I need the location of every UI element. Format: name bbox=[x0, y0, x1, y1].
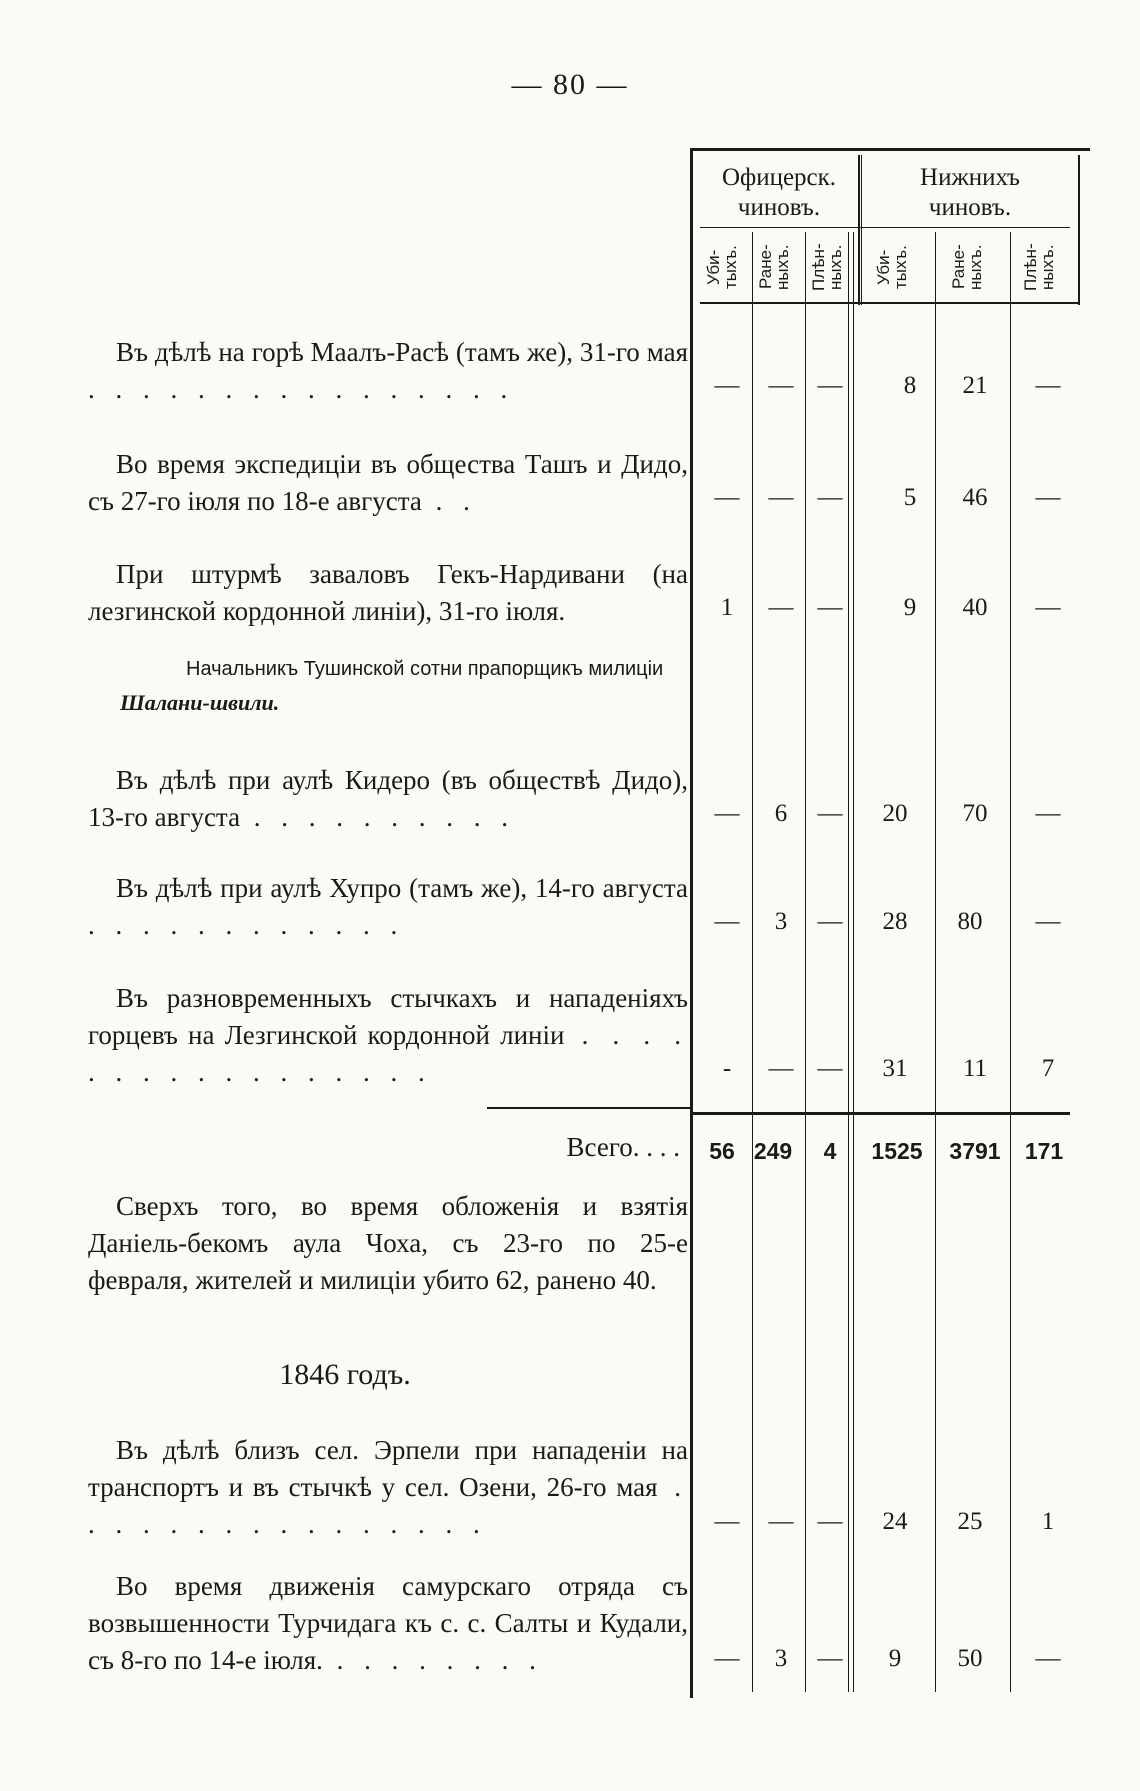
cell: 46 bbox=[962, 484, 988, 511]
cell: 21 bbox=[962, 372, 988, 399]
cell: 11 bbox=[962, 1055, 988, 1082]
header-officers-captured: Плѣн-ныхъ. bbox=[809, 243, 845, 291]
cell: 50 bbox=[957, 1645, 983, 1672]
header-lower-ranks: Нижнихъ чиновъ. bbox=[920, 164, 1020, 221]
cell: 25 bbox=[957, 1508, 983, 1535]
cell: — bbox=[817, 594, 843, 621]
cell: — bbox=[714, 1508, 740, 1535]
cell: — bbox=[1035, 484, 1061, 511]
entry-text: Въ разновременныхъ стычкахъ и нападеніяхъ горцевъ на Лезгинской кордонной линіи . . . . . . . . . . . . . . . . . bbox=[88, 983, 688, 1087]
page-number: — 80 — bbox=[511, 68, 629, 101]
table-top-rule bbox=[690, 148, 1090, 151]
column-divider bbox=[1010, 232, 1011, 1692]
entry-text: Въ дѣлѣ при аулѣ Хупро (тамъ же), 14-го августа . . . . . . . . . . . . bbox=[88, 873, 688, 940]
note-name: Шалани-швили. bbox=[120, 690, 280, 715]
entry-text: При штурмѣ заваловъ Гекъ-Нардивани (на лезгинской кордонной линіи), 31-го іюля. bbox=[88, 559, 688, 626]
cell: — bbox=[817, 800, 843, 827]
cell: — bbox=[768, 484, 794, 511]
cell: 1 bbox=[1041, 1508, 1055, 1535]
entry-text: Во время экспедиціи въ общества Ташъ и Дидо, съ 27-го іюля по 18-е августа . . bbox=[88, 449, 688, 516]
cell: 70 bbox=[962, 800, 988, 827]
cell: 5 bbox=[903, 484, 917, 511]
header-ranks-captured: Плѣн-ныхъ. bbox=[1021, 243, 1057, 291]
cell: — bbox=[768, 372, 794, 399]
column-divider bbox=[853, 232, 854, 1692]
cell: — bbox=[817, 908, 843, 935]
total-cell: 249 bbox=[753, 1138, 793, 1164]
cell: — bbox=[768, 1508, 794, 1535]
cell: 9 bbox=[903, 594, 917, 621]
column-divider bbox=[935, 232, 936, 1692]
cell: — bbox=[1035, 800, 1061, 827]
cell: - bbox=[722, 1055, 732, 1082]
cell: — bbox=[1035, 908, 1061, 935]
table-left-rule bbox=[690, 148, 693, 1698]
cell: 1 bbox=[720, 594, 734, 621]
note: Начальникъ Тушинской сотни прапорщикъ милиціи Шалани-швили. bbox=[120, 658, 664, 715]
cell: 24 bbox=[882, 1508, 908, 1535]
entry-text: Во время движенія самурскаго отряда съ возвышенности Турчидага къ с. с. Салты и Кудали, съ 8-го по 14-е іюля. . . . . . . . . bbox=[88, 1571, 688, 1675]
column-divider bbox=[858, 155, 860, 305]
total-cell: 56 bbox=[709, 1138, 735, 1164]
year-heading: 1846 годъ. bbox=[279, 1358, 411, 1391]
header-officers-killed: Уби-тыхъ. bbox=[704, 245, 740, 289]
cell: — bbox=[714, 484, 740, 511]
cell: — bbox=[817, 484, 843, 511]
total-cell: 3791 bbox=[949, 1138, 1001, 1164]
cell: 7 bbox=[1041, 1055, 1055, 1082]
cell: 3 bbox=[774, 1645, 788, 1672]
cell: 20 bbox=[882, 800, 908, 827]
cell: — bbox=[1035, 594, 1061, 621]
total-cell: 171 bbox=[1024, 1138, 1064, 1164]
entry-text: Въ дѣлѣ на горѣ Маалъ-Расѣ (тамъ же), 31-го мая . . . . . . . . . . . . . . . . bbox=[88, 337, 688, 404]
header-bottom-rule bbox=[700, 302, 1078, 304]
column-divider bbox=[848, 232, 849, 1692]
cell: 28 bbox=[882, 908, 908, 935]
cell: — bbox=[1035, 1645, 1061, 1672]
header-ranks-killed: Уби-тыхъ. bbox=[874, 245, 910, 289]
cell: 8 bbox=[903, 372, 917, 399]
cell: 31 bbox=[882, 1055, 908, 1082]
header-officers: Офицерск. чиновъ. bbox=[721, 164, 837, 221]
cell: — bbox=[1035, 372, 1061, 399]
total-label: Всего. . . . bbox=[566, 1132, 680, 1162]
cell: — bbox=[714, 372, 740, 399]
total-rule bbox=[487, 1107, 690, 1109]
cell: 3 bbox=[774, 908, 788, 935]
header-officers-wounded: Ране-ныхъ. bbox=[756, 244, 792, 290]
cell: — bbox=[817, 1645, 843, 1672]
cell: — bbox=[768, 1055, 794, 1082]
column-divider bbox=[805, 232, 806, 1692]
cell: 40 bbox=[962, 594, 988, 621]
total-cell: 4 bbox=[823, 1138, 837, 1164]
entry-text: Въ дѣлѣ близъ сел. Эрпели при нападеніи на транспортъ и въ стычкѣ у сел. Озени, 26-го мая . . . . . . . . . . . . . . . . bbox=[88, 1435, 688, 1539]
column-divider bbox=[752, 232, 753, 1692]
header-mid-rule bbox=[700, 227, 1070, 228]
entry-text: Въ дѣлѣ при аулѣ Кидеро (въ обществѣ Дидо), 13-го августа . . . . . . . . . . bbox=[88, 765, 688, 832]
table-right-rule bbox=[1078, 155, 1080, 305]
cell: — bbox=[714, 800, 740, 827]
cell: 6 bbox=[774, 800, 788, 827]
total-cell: 1525 bbox=[871, 1138, 923, 1164]
cell: 80 bbox=[957, 908, 983, 935]
cell: — bbox=[817, 1055, 843, 1082]
total-rule bbox=[690, 1112, 1070, 1115]
cell: — bbox=[817, 1508, 843, 1535]
extra-paragraph: Сверхъ того, во время обложенія и взятія Даніель-бекомъ аула Чоха, съ 23-го по 25-е февраля, жителей и милиціи убито 62, ранено 40. bbox=[88, 1191, 688, 1295]
header-ranks-wounded: Ране-ныхъ. bbox=[949, 244, 985, 290]
cell: — bbox=[768, 594, 794, 621]
cell: — bbox=[714, 1645, 740, 1672]
cell: — bbox=[817, 372, 843, 399]
cell: — bbox=[714, 908, 740, 935]
cell: 9 bbox=[888, 1645, 902, 1672]
column-divider bbox=[861, 155, 862, 305]
